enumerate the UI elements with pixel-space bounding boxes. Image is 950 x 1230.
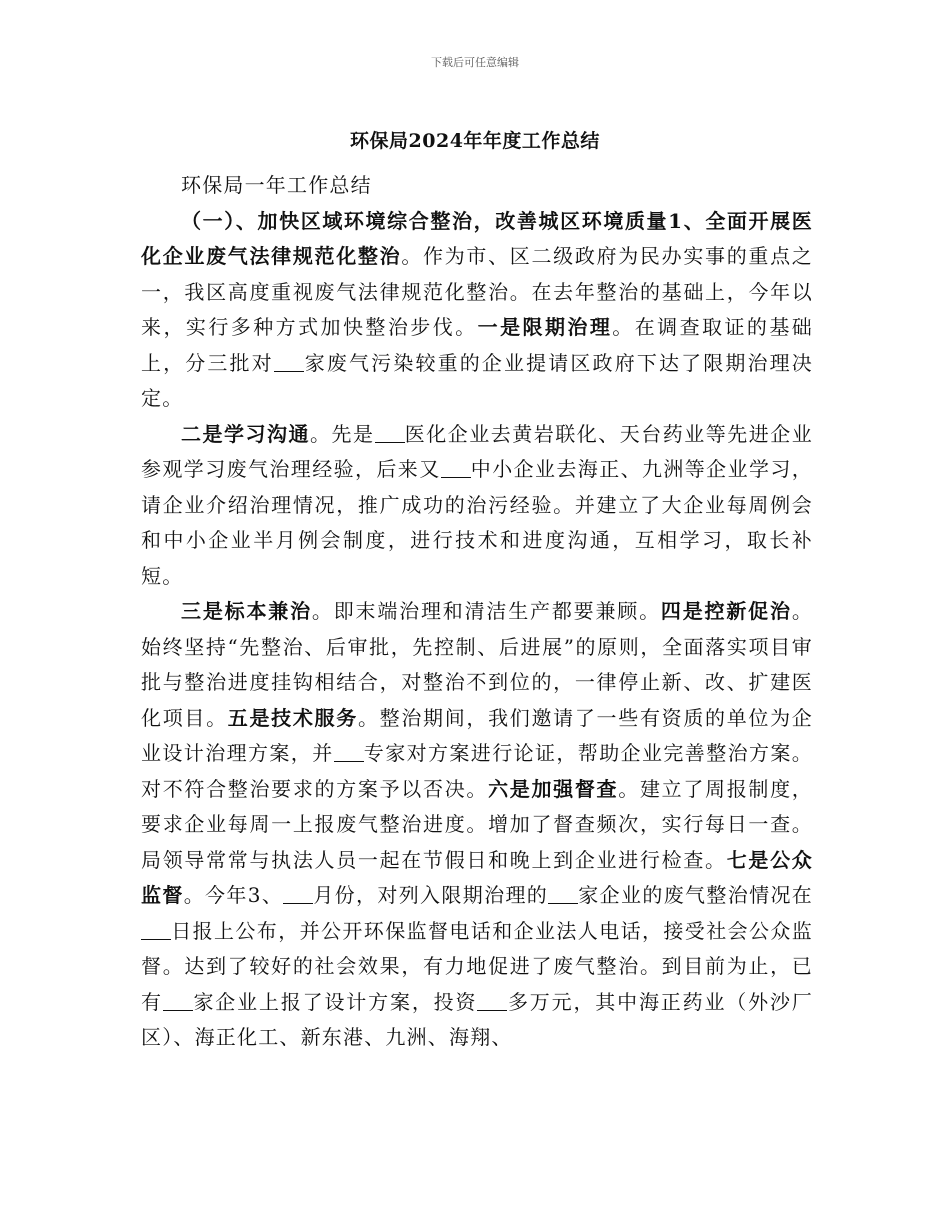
bold-heading: 一是限期治理	[477, 315, 613, 339]
bold-heading: 六是加强督查	[488, 776, 619, 801]
bold-heading: 三是标本兼治	[181, 599, 312, 623]
document-title: 环保局2024年年度工作总结	[350, 130, 600, 152]
paragraph-text: 医化企业去黄岩联化、天台药业等先进企业参观学习废气治理经验，后来又	[141, 421, 813, 481]
blank-underline	[283, 885, 313, 904]
paragraph-text: 月份，对列入限期治理的	[313, 883, 549, 907]
paragraph-text: 。始终坚持“先整治、后审批，先控制、后进展”的原则，全面落实项目审批与整治进度挂钩相结合，对整治不到位的，一律停止新、改、扩建医化项目。	[141, 599, 814, 730]
paragraph-text: 日报上公布，并公开环保监督电话和企业法人电话，接受社会公众监督。达到了较好的社会效果，有力地促进了废气整治。到目前为止，已有	[141, 918, 813, 1014]
blank-underline	[163, 992, 193, 1011]
bold-heading: 七是公众监督	[141, 847, 813, 907]
document-body	[141, 168, 813, 1056]
paragraph-2	[141, 417, 813, 595]
paragraph-text: 。在调查取证的基础上，分三批对	[141, 315, 814, 375]
paragraph-text: 。先是	[310, 421, 375, 446]
blank-underline	[274, 353, 304, 372]
bold-heading: （一）、加快区域环境综合整治，改善城区环境质量1、全面开展医化企业废气法律规范化整治	[141, 208, 813, 268]
page-header-note: 下载后可任意编辑	[431, 56, 519, 69]
blank-underline	[141, 921, 171, 940]
blank-underline	[334, 743, 364, 762]
paragraph-text: 中小企业去海正、九洲等企业学习，请企业介绍治理情况，推广成功的治污经验。并建立了大企业每周例会和中小企业半月例会制度，进行技术和进度沟通，互相学习，取长补短。	[141, 457, 813, 588]
document-subtitle: 环保局一年工作总结	[181, 173, 372, 197]
blank-underline	[477, 992, 507, 1011]
bold-heading: 四是控新促治	[660, 599, 792, 623]
paragraph-text: 多万元，其中海正药业（外沙厂区）、海正化工、新东港、九洲、海翔、	[141, 989, 813, 1049]
paragraph-text: 。今年3、	[183, 883, 284, 907]
blank-underline	[548, 885, 578, 904]
bold-heading: 二是学习沟通	[181, 421, 310, 446]
paragraph-3	[141, 594, 813, 1056]
paragraph-text: 。作为市、区二级政府为民办实事的重点之一，我区高度重视废气法律规范化整治。在去年整治的基础上，今年以来，实行多种方式加快整治步伐。	[141, 244, 813, 339]
paragraph-1	[141, 204, 813, 417]
paragraph-text: 。即末端治理和清洁生产都要兼顾。	[311, 599, 661, 623]
paragraph-text: 家企业的废气整治情况在	[578, 883, 813, 907]
paragraph-text: 专家对方案进行论证，帮助企业完善整治方案。对不符合整治要求的方案予以否决。	[141, 741, 813, 801]
paragraph-text: 。建立了周报制度，要求企业每周一上报废气整治进度。增加了督查频次，实行每日一查。局领导常常与执法人员一起在节假日和晚上到企业进行检查。	[141, 776, 813, 872]
bold-heading: 五是技术服务	[227, 705, 358, 730]
blank-underline	[375, 424, 405, 443]
paragraph-text: 家企业上报了设计方案，投资	[192, 989, 478, 1014]
paragraph-text: 家废气污染较重的企业提请区政府下达了限期治理决定。	[141, 350, 813, 410]
paragraph-text: 。整治期间，我们邀请了一些有资质的单位为企业设计治理方案，并	[141, 705, 813, 765]
blank-underline	[441, 459, 471, 478]
